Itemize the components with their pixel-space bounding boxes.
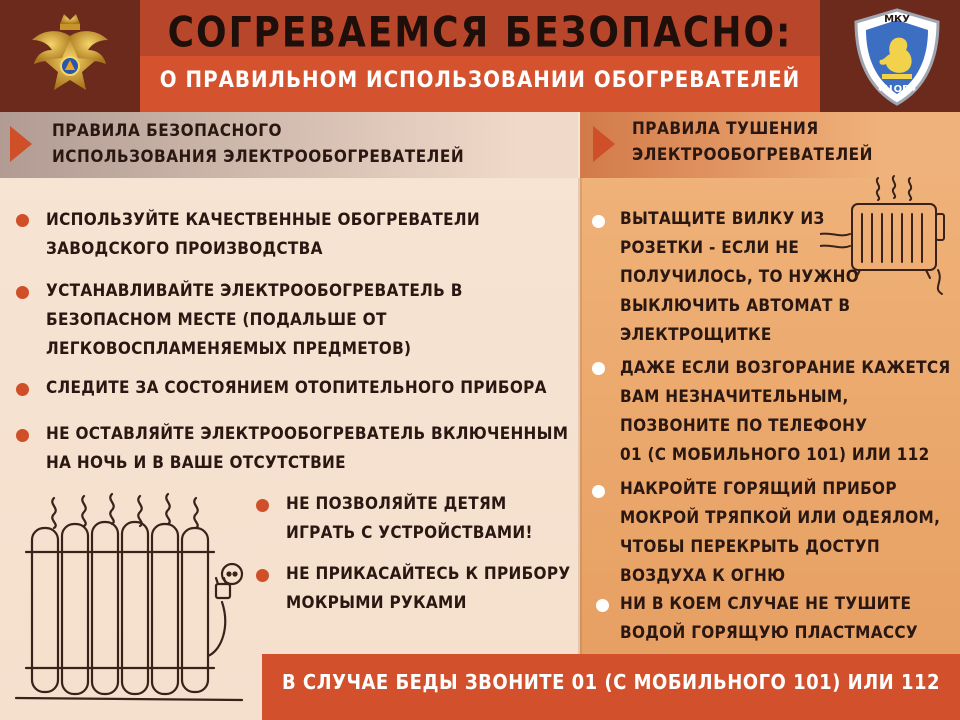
left-section-title xyxy=(52,118,464,170)
city-coat-of-arms-icon xyxy=(852,8,942,106)
left-list-item xyxy=(46,420,568,478)
item-line: ИСПОЛЬЗУЙТЕ КАЧЕСТВЕННЫЕ ОБОГРЕВАТЕЛИ xyxy=(46,210,480,230)
bullet-icon xyxy=(16,286,29,299)
item-line: ЭЛЕКТРОЩИТКЕ xyxy=(620,325,772,345)
bullet-icon xyxy=(16,429,29,442)
left-list-item xyxy=(46,277,463,364)
item-line: ЛЕГКОВОСПЛАМЕНЯЕМЫХ ПРЕДМЕТОВ) xyxy=(46,339,412,359)
item-line: ВОЗДУХА К ОГНЮ xyxy=(620,566,786,586)
right-list-item xyxy=(620,354,950,470)
item-line: НИ В КОЕМ СЛУЧАЕ НЕ ТУШИТЕ xyxy=(620,594,912,614)
item-line: НЕ ПРИКАСАЙТЕСЬ К ПРИБОРУ xyxy=(286,564,571,584)
item-line: НАКРОЙТЕ ГОРЯЩИЙ ПРИБОР xyxy=(620,479,897,499)
page-title: СОГРЕВАЕМСЯ БЕЗОПАСНО: xyxy=(167,8,793,58)
item-line: ПОЗВОНИТЕ ПО ТЕЛЕФОНУ xyxy=(620,416,868,436)
right-section-arrow-icon xyxy=(593,126,615,162)
right-section-title-line: ПРАВИЛА ТУШЕНИЯ xyxy=(632,119,819,139)
bullet-icon xyxy=(596,599,609,612)
item-line: РОЗЕТКИ - ЕСЛИ НЕ xyxy=(620,238,800,258)
item-line: ПОЛУЧИЛОСЬ, ТО НУЖНО xyxy=(620,267,860,287)
item-line: НЕ ОСТАВЛЯЙТЕ ЭЛЕКТРООБОГРЕВАТЕЛЬ ВКЛЮЧЕННЫМ xyxy=(46,424,569,444)
left-list-item xyxy=(46,374,547,403)
item-line: ДАЖЕ ЕСЛИ ВОЗГОРАНИЕ КАЖЕТСЯ xyxy=(620,358,951,378)
item-line: СЛЕДИТЕ ЗА СОСТОЯНИЕМ ОТОПИТЕЛЬНОГО ПРИБОРА xyxy=(46,378,547,398)
radiator-icon xyxy=(12,486,250,708)
right-list-item xyxy=(620,590,918,648)
item-line: МОКРЫМИ РУКАМИ xyxy=(286,593,467,613)
item-line: ЗАВОДСКОГО ПРОИЗВОДСТВА xyxy=(46,239,323,259)
emblem-bottom-text: «ЦОБ» xyxy=(877,84,917,95)
bullet-icon xyxy=(592,485,605,498)
item-line: БЕЗОПАСНОМ МЕСТЕ (ПОДАЛЬШЕ ОТ xyxy=(46,310,387,330)
column-divider xyxy=(578,178,582,654)
item-line: ВЫТАЩИТЕ ВИЛКУ ИЗ xyxy=(620,209,825,229)
page-subtitle: О ПРАВИЛЬНОМ ИСПОЛЬЗОВАНИИ ОБОГРЕВАТЕЛЕЙ xyxy=(159,68,801,93)
right-section-title xyxy=(632,116,873,168)
right-list-item xyxy=(620,475,940,591)
left-list-item xyxy=(286,560,570,618)
bullet-icon xyxy=(256,569,269,582)
bullet-icon xyxy=(592,362,605,375)
bullet-icon xyxy=(256,499,269,512)
footer-emergency-text: В СЛУЧАЕ БЕДЫ ЗВОНИТЕ 01 (С МОБИЛЬНОГО 101) ИЛИ 112 xyxy=(281,670,941,694)
right-section-title-line: ЭЛЕКТРООБОГРЕВАТЕЛЕЙ xyxy=(632,145,873,165)
emblem-top-text: МКУ xyxy=(884,14,910,25)
item-line: 01 (С МОБИЛЬНОГО 101) ИЛИ 112 xyxy=(620,445,930,465)
item-line: НА НОЧЬ И В ВАШЕ ОТСУТСТВИЕ xyxy=(46,453,346,473)
item-line: НЕ ПОЗВОЛЯЙТЕ ДЕТЯМ xyxy=(286,494,507,514)
left-list-item xyxy=(286,490,533,548)
left-section-title-line: ИСПОЛЬЗОВАНИЯ ЭЛЕКТРООБОГРЕВАТЕЛЕЙ xyxy=(52,147,465,167)
item-line: ВЫКЛЮЧИТЬ АВТОМАТ В xyxy=(620,296,851,316)
left-list-item xyxy=(46,206,480,264)
left-section-title-line: ПРАВИЛА БЕЗОПАСНОГО xyxy=(52,121,283,141)
item-line: ВОДОЙ ГОРЯЩУЮ ПЛАСТМАССУ xyxy=(620,623,918,643)
emchs-emblem-icon xyxy=(28,6,112,106)
bullet-icon xyxy=(16,214,29,227)
bullet-icon xyxy=(16,383,29,396)
item-line: ИГРАТЬ С УСТРОЙСТВАМИ! xyxy=(286,523,533,543)
item-line: УСТАНАВЛИВАЙТЕ ЭЛЕКТРООБОГРЕВАТЕЛЬ В xyxy=(46,281,463,301)
item-line: МОКРОЙ ТРЯПКОЙ ИЛИ ОДЕЯЛОМ, xyxy=(620,508,941,528)
bullet-icon xyxy=(592,215,605,228)
oil-heater-icon xyxy=(820,172,954,298)
item-line: ЧТОБЫ ПЕРЕКРЫТЬ ДОСТУП xyxy=(620,537,880,557)
left-section-arrow-icon xyxy=(10,126,32,162)
item-line: ВАМ НЕЗНАЧИТЕЛЬНЫМ, xyxy=(620,387,849,407)
